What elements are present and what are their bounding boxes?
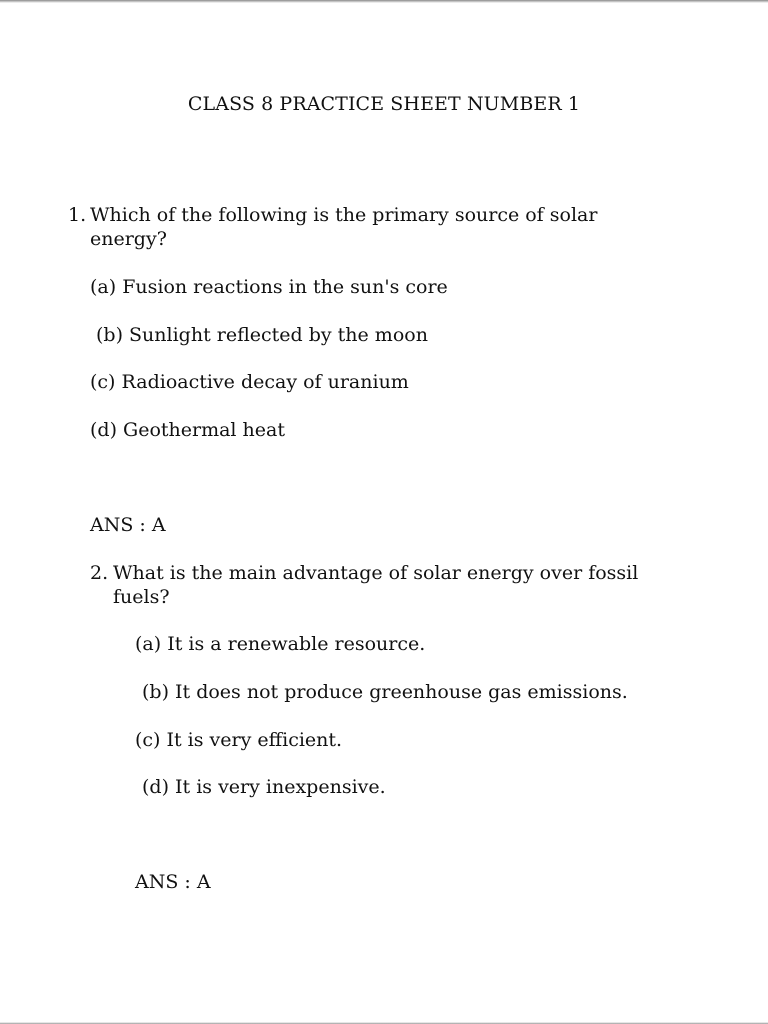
question-text: What is the main advantage of solar energy over fossil fuels?: [113, 562, 639, 608]
option-a: (a) It is a renewable resource.: [135, 633, 426, 655]
question-1: [68, 203, 628, 251]
question-number: 2.: [90, 562, 109, 584]
question-number: 1.: [68, 204, 87, 226]
answer-1: ANS : A: [90, 514, 166, 536]
option-c: (c) It is very efficient.: [135, 729, 343, 751]
option-d: (d) Geothermal heat: [90, 419, 285, 441]
question-2: [90, 561, 670, 609]
answer-2: ANS : A: [135, 871, 211, 893]
option-a: (a) Fusion reactions in the sun's core: [90, 276, 448, 298]
option-c: (c) Radioactive decay of uranium: [90, 371, 409, 393]
option-b: (b) Sunlight reflected by the moon: [96, 324, 428, 346]
option-d: (d) It is very inexpensive.: [142, 776, 386, 798]
sheet-title: CLASS 8 PRACTICE SHEET NUMBER 1: [187, 93, 581, 115]
option-b: (b) It does not produce greenhouse gas emissions.: [142, 681, 628, 703]
question-text: Which of the following is the primary source of solar energy?: [90, 204, 598, 250]
